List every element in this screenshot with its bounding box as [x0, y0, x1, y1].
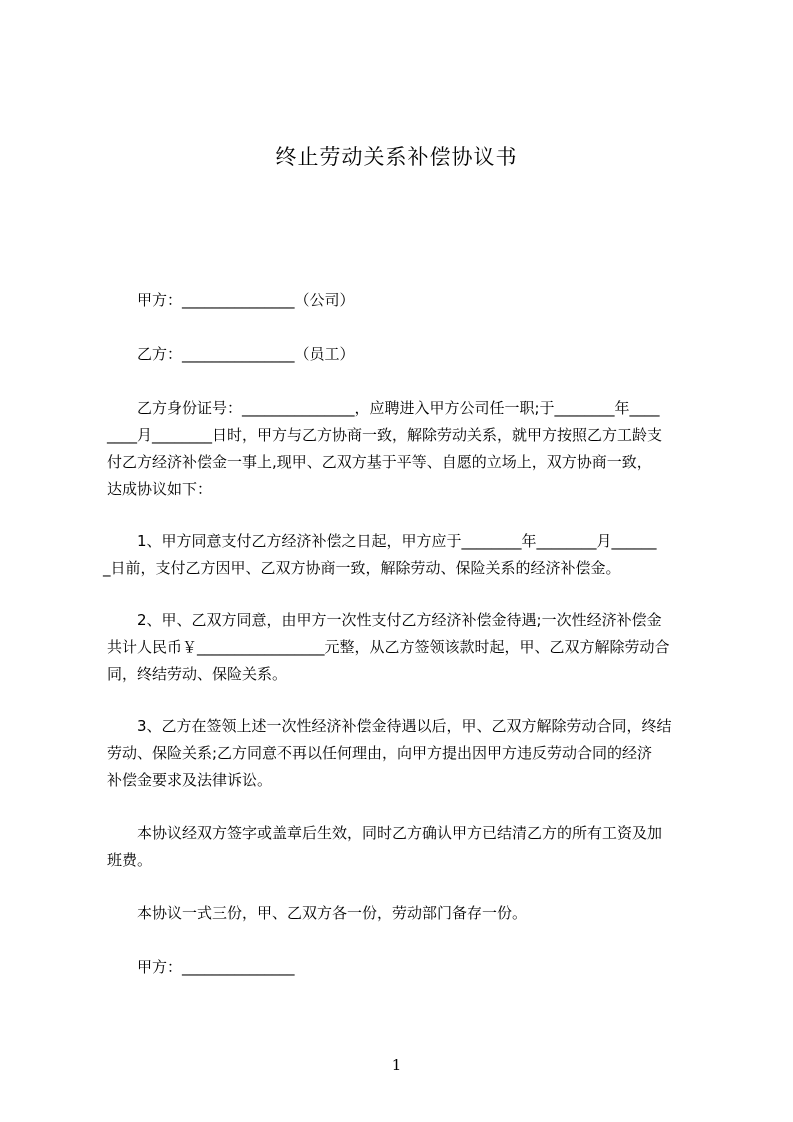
effect-line-2: 班费。	[107, 851, 153, 869]
clause-2-line-3: 同，终结劳动、保险关系。	[107, 665, 288, 683]
intro-line-3: 付乙方经济补偿金一事上,现甲、乙双方基于平等、自愿的立场上，双方协商一致，	[107, 453, 652, 471]
intro-line-4: 达成协议如下：	[107, 480, 213, 498]
intro-line-1: 乙方身份证号：_______________，应聘进入甲方公司任一职;于________年____	[137, 399, 660, 417]
clause-3-line-1: 3、乙方在签领上述一次性经济补偿金待遇以后，甲、乙双方解除劳动合同，终结	[137, 717, 672, 735]
clause-3-line-3: 补偿金要求及法律诉讼。	[107, 771, 273, 789]
party-b-line: 乙方：_______________（员工）	[137, 345, 355, 363]
page-number: 1	[391, 1056, 402, 1074]
intro-line-2: ____月________日时，甲方与乙方协商一致，解除劳动关系，就甲方按照乙方工龄支	[107, 426, 663, 444]
clause-2-line-1: 2、甲、乙双方同意，由甲方一次性支付乙方经济补偿金待遇;一次性经济补偿金	[137, 611, 662, 629]
document-title: 终止劳动关系补偿协议书	[275, 145, 518, 169]
clause-1-line-1: 1、甲方同意支付乙方经济补偿之日起，甲方应于________年________月______	[137, 532, 657, 550]
signature-party-a: 甲方：_______________	[137, 958, 295, 976]
copies-line: 本协议一式三份，甲、乙双方各一份，劳动部门备存一份。	[137, 904, 528, 922]
party-a-line: 甲方：_______________（公司）	[137, 291, 355, 309]
clause-1-line-2: _日前，支付乙方因甲、乙双方协商一致，解除劳动、保险关系的经济补偿金。	[103, 559, 621, 577]
clause-3-line-2: 劳动、保险关系;乙方同意不再以任何理由，向甲方提出因甲方违反劳动合同的经济	[107, 744, 653, 762]
effect-line-1: 本协议经双方签字或盖章后生效，同时乙方确认甲方已结清乙方的所有工资及加	[137, 824, 663, 842]
clause-2-line-2: 共计人民币￥_________________元整，从乙方签领该款时起，甲、乙双方解除劳动合	[107, 638, 670, 656]
